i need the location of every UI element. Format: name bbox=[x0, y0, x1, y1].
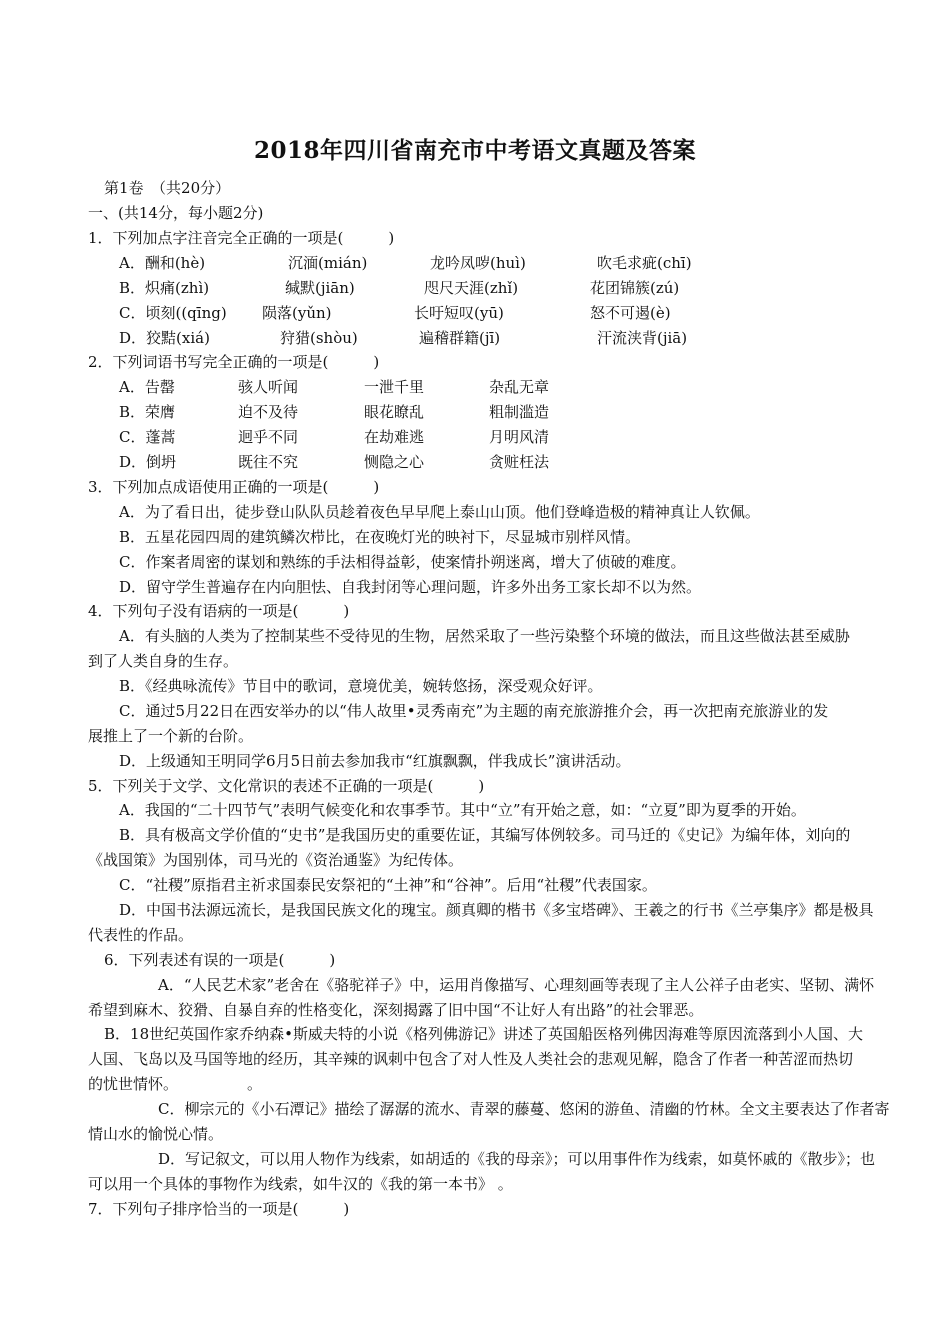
q1-c-item: 长吁短叹(yū) bbox=[414, 304, 504, 322]
q6-option-b-cont: 人国、飞岛以及马国等地的经历，其辛辣的讽刺中包含了对人性及人类社会的悲观见解，隐含了作者一种苦涩而热切 bbox=[88, 1050, 854, 1068]
q1-a-item: 沉湎(mián) bbox=[288, 254, 368, 272]
q2-d-item: 既往不究 bbox=[238, 453, 299, 471]
q1-a-item: A．酬和(hè) bbox=[119, 254, 206, 272]
q6-option-d: D．写记叙文，可以用人物作为线索，如胡适的《我的母亲》；可以用事件作为线索，如莫怀戚的《散步》；也 bbox=[158, 1150, 876, 1168]
q4-option-c-cont: 展推上了一个新的台阶。 bbox=[88, 727, 254, 745]
q2-b-item: 粗制滥造 bbox=[489, 403, 550, 421]
q4-option-d: D．上级通知王明同学6月5日前去参加我市“红旗飘飘，伴我成长”演讲活动。 bbox=[119, 752, 631, 770]
q3-stem: 3．下列加点成语使用正确的一项是( ) bbox=[88, 478, 380, 496]
q7-stem: 7．下列句子排序恰当的一项是( ) bbox=[88, 1200, 350, 1218]
q2-d-item: D．倒坍 bbox=[119, 453, 177, 471]
q3-option-d: D．留守学生普遍存在内向胆怯、自我封闭等心理问题，许多外出务工家长却不以为然。 bbox=[119, 578, 702, 596]
q6-option-d-cont: 可以用一个具体的事物作为线索，如牛汉的《我的第一本书》 。 bbox=[88, 1175, 513, 1193]
q3-option-a: A．为了看日出，徒步登山队队员趁着夜色早早爬上泰山山顶。他们登峰造极的精神真让人钦佩。 bbox=[119, 503, 760, 521]
q2-c-item: 在劫难逃 bbox=[364, 428, 425, 446]
q2-b-item: 眼花瞭乱 bbox=[364, 403, 425, 421]
q2-c-item: 月明风清 bbox=[489, 428, 550, 446]
q5-option-b-cont: 《战国策》为国别体，司马光的《资治通鉴》为纪传体。 bbox=[88, 851, 464, 869]
q1-d-item: 狩猎(shòu) bbox=[280, 329, 358, 347]
q1-b-item: 花团锦簇(zú) bbox=[590, 279, 680, 297]
q5-option-d: D．中国书法源远流长，是我国民族文化的瑰宝。颜真卿的楷书《多宝塔碑》、王羲之的行书《兰亭集序》都是极具 bbox=[119, 901, 874, 919]
q3-option-b: B．五星花园四周的建筑鳞次栉比，在夜晚灯光的映衬下，尽显城市别样风情。 bbox=[119, 528, 641, 546]
page-title: 2018年四川省南充市中考语文真题及答案 bbox=[253, 137, 696, 164]
q2-c-item: 迥乎不同 bbox=[238, 428, 299, 446]
q1-d-item: 遍稽群籍(jī) bbox=[419, 329, 501, 347]
q1-b-item: 缄默(jiān) bbox=[285, 279, 355, 297]
q4-option-b: B．《经典咏流传》节目中的歌词，意境优美，婉转悠扬，深受观众好评。 bbox=[119, 677, 603, 695]
q2-b-item: B．荣膺 bbox=[119, 403, 176, 421]
q6-option-b: B．18世纪英国作家乔纳森•斯威夫特的小说《格列佛游记》讲述了英国船医格列佛因海难等原因流落到小人国、大 bbox=[104, 1025, 863, 1043]
q2-a-item: 骇人听闻 bbox=[238, 378, 299, 396]
q6-option-c-cont: 情山水的愉悦心情。 bbox=[88, 1125, 224, 1143]
q2-stem: 2．下列词语书写完全正确的一项是( ) bbox=[88, 353, 380, 371]
q1-c-item: C．顷刻((qīng) bbox=[119, 304, 227, 322]
q2-a-item: 一泄千里 bbox=[364, 378, 425, 396]
q6-option-b-cont2: 的忧世情怀。 bbox=[88, 1075, 179, 1093]
q1-c-item: 陨落(yǔn) bbox=[262, 304, 332, 322]
q2-a-item: A．告罄 bbox=[119, 378, 175, 396]
q1-a-item: 龙吟凤哕(huì) bbox=[430, 254, 526, 272]
stray-period: 。 bbox=[247, 1075, 263, 1093]
q1-d-item: 汗流浃背(jiā) bbox=[597, 329, 688, 347]
q6-option-c: C．柳宗元的《小石潭记》描绘了潺潺的流水、青翠的藤蔓、悠闲的游鱼、清幽的竹林。全文主要表达了作者寄 bbox=[158, 1100, 890, 1118]
q5-option-d-cont: 代表性的作品。 bbox=[88, 926, 194, 944]
q1-b-item: B．炽痛(zhì) bbox=[119, 279, 210, 297]
q2-c-item: C．蓬蒿 bbox=[119, 428, 176, 446]
q2-d-item: 恻隐之心 bbox=[364, 453, 425, 471]
q1-b-item: 咫尺天涯(zhǐ) bbox=[424, 279, 519, 297]
q1-a-item: 吹毛求疵(chī) bbox=[597, 254, 692, 272]
q2-a-item: 杂乱无章 bbox=[489, 378, 550, 396]
q5-option-b: B．具有极高文学价值的“史书”是我国历史的重要佐证，其编写体例较多。司马迁的《史记》为编年体，刘向的 bbox=[119, 826, 851, 844]
q6-stem: 6．下列表述有误的一项是( ) bbox=[104, 951, 336, 969]
q5-option-a: A．我国的“二十四节气”表明气候变化和农事季节。其中“立”有开始之意，如：“立夏”即为夏季的开始。 bbox=[119, 801, 806, 819]
q3-option-c: C．作案者周密的谋划和熟练的手法相得益彰，使案情扑朔迷离，增大了侦破的难度。 bbox=[119, 553, 686, 571]
q4-option-a-cont: 到了人类自身的生存。 bbox=[88, 652, 239, 670]
q1-d-item: D．狡黠(xiá) bbox=[119, 329, 210, 347]
q4-stem: 4．下列句子没有语病的一项是( ) bbox=[88, 602, 350, 620]
q2-d-item: 贪赃枉法 bbox=[489, 453, 550, 471]
section-header: 第1卷 （共20分） bbox=[104, 179, 231, 197]
q6-option-a: A．“人民艺术家”老舍在《骆驼祥子》中，运用肖像描写、心理刻画等表现了主人公祥子由老实、坚韧、满怀 bbox=[158, 976, 875, 994]
q1-stem: 1．下列加点字注音完全正确的一项是( ) bbox=[88, 229, 395, 247]
q5-option-c: C．“社稷”原指君主祈求国泰民安祭祀的“土神”和“谷神”。后用“社稷”代表国家。 bbox=[119, 876, 657, 894]
q5-stem: 5．下列关于文学、文化常识的表述不正确的一项是( ) bbox=[88, 777, 485, 795]
q4-option-c: C．通过5月22日在西安举办的以“伟人故里•灵秀南充”为主题的南充旅游推介会，再一次把南充旅游业的发 bbox=[119, 702, 829, 720]
q6-option-a-cont: 希望到麻木、狡猾、自暴自弃的性格变化，深刻揭露了旧中国“不让好人有出路”的社会罪恶。 bbox=[88, 1001, 704, 1019]
part1-header: 一、(共14分，每小题2分) bbox=[88, 204, 264, 222]
q1-c-item: 怒不可遏(è) bbox=[590, 304, 671, 322]
q4-option-a: A．有头脑的人类为了控制某些不受待见的生物，居然采取了一些污染整个环境的做法，而且这些做法甚至威胁 bbox=[119, 627, 850, 645]
q2-b-item: 迫不及待 bbox=[238, 403, 299, 421]
